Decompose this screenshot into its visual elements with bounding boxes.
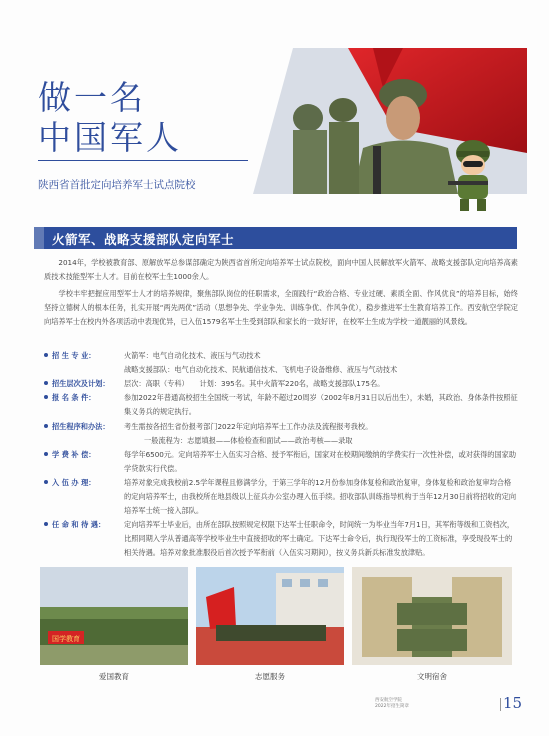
item-line: 一般流程为：志愿填报——体检检查和面试——政治考核——录取 xyxy=(144,436,353,445)
item-line: 火箭军：电气自动化技术、液压与气动技术 xyxy=(124,351,261,360)
item-line: 参加2022年普通高校招生全国统一考试，年龄不超过20周岁（2002年8月31日以后出生），未婚，其政治、身体条件按照征集义务兵的规定执行。 xyxy=(124,393,518,416)
item-line: 定向培养军士毕业后，由所在部队按照规定权限下达军士任职命令，时间统一为毕业当年7月1日，其军衔等级和工资档次，比照同期入学从普通高等学校毕业生中直接招收的军士确定。下达军士命令后，执行现役军士的工资标准，享受现役军士的相关待遇。培养对象批准服役后首次授予军衔前（入伍实习期间），按义务兵新兵标准发放津贴。 xyxy=(124,520,515,557)
item-label: 报 名 条 件： xyxy=(52,393,96,402)
item-label: 任 命 和 待 遇： xyxy=(52,520,106,529)
page-title-line2: 中国军人 xyxy=(38,118,182,157)
bullet-dot xyxy=(44,424,48,428)
page-title-line1: 做一名 xyxy=(38,78,146,117)
photo-patriotic-education xyxy=(40,567,188,665)
bullet-dot xyxy=(44,395,48,399)
item-line: 战略支援部队：电气自动化技术、民航通信技术、飞机电子设备维修、液压与气动技术 xyxy=(124,365,398,374)
page-number: 15 xyxy=(503,694,523,712)
page-subtitle: 陕西省首批定向培养军士试点院校 xyxy=(38,179,196,191)
bullet-dot xyxy=(44,522,48,526)
footer-school-note xyxy=(375,698,495,710)
section-title: 火箭军、战略支援部队定向军士 xyxy=(52,232,235,247)
section-banner xyxy=(34,227,517,249)
item-line: 培养对象完成我校前2.5学年课程且修满学分，于第三学年的12月份参加身体复检和政治复审，身体复检和政治复审均合格的定向培养军士，由我校所在地县级以上征兵办公室办理入伍手续。招收部队训练指导机构于当年12月30日前将招收的定向培养军士统一接入部队。 xyxy=(124,478,517,515)
cartoon-soldier-mascot xyxy=(446,135,500,213)
photo-volunteer-service xyxy=(196,567,344,665)
item-line: 层次：高职（专科） 计划：395名。其中火箭军220名，战略支援部队175名。 xyxy=(124,379,385,388)
item-label: 入 伍 办 理： xyxy=(52,478,96,487)
footer-note: 2022年招生简章 xyxy=(375,704,409,709)
intro-paragraph-1-text: 2014年，学校被教育部、原解放军总参谋部确定为陕西省首所定向培养军士试点院校，面向中国人民解放军火箭军、战略支援部队定向培养高素质技术技能型军士人才。目前在校军士生1000余人。 xyxy=(44,258,518,281)
item-line: 每学年6500元。定向培养军士入伍实习合格、授予军衔后，国家对在校期间缴纳的学费实行一次性补偿，或对获得的国家助学贷款实行代偿。 xyxy=(124,450,517,473)
intro-paragraph-2 xyxy=(44,287,518,329)
intro-paragraph-2-text: 学校丰牢把握应用型军士人才的培养规律，聚焦部队岗位的任职需求，全面践行“政治合格、专业过硬、素质全面、作风优良”的培养目标，始终坚持立德树人的根本任务，扎实开展“两先两优”活动（思想争先、学业争先、训练争优、作风争优），稳步推进军士生教育培养工作。西安航空学院定向培养军士在校内外各项活动中表现优异，已入伍1579名军士生受到部队和家长的一致好评，在校军士生成为学校一道靓丽的风景线。 xyxy=(44,289,518,326)
photo-banner-text: 国学教育 xyxy=(52,635,80,643)
item-label: 学 费 补 偿： xyxy=(52,450,96,459)
footer-divider xyxy=(500,698,501,711)
photo-caption-3: 文明宿舍 xyxy=(417,672,447,681)
bullet-dot xyxy=(44,381,48,385)
photo-caption-1: 爱国教育 xyxy=(99,672,129,681)
item-label: 招 生 专 业： xyxy=(52,351,96,360)
photo-caption-2: 志愿服务 xyxy=(255,672,285,681)
footer-school-name: 西安航空学院 xyxy=(375,698,402,703)
item-line: 考生需按各招生省份报考部门2022年定向培养军士工作办法及流程报考我校。 xyxy=(124,422,373,431)
bullet-dot xyxy=(44,480,48,484)
title-divider xyxy=(38,160,248,161)
bullet-dot xyxy=(44,353,48,357)
intro-paragraph-1 xyxy=(44,256,518,284)
item-label: 招生层次及计划： xyxy=(52,379,110,388)
photo-civilized-dormitory xyxy=(352,567,512,665)
item-label: 招生程序和办法： xyxy=(52,422,110,431)
bullet-dot xyxy=(44,452,48,456)
